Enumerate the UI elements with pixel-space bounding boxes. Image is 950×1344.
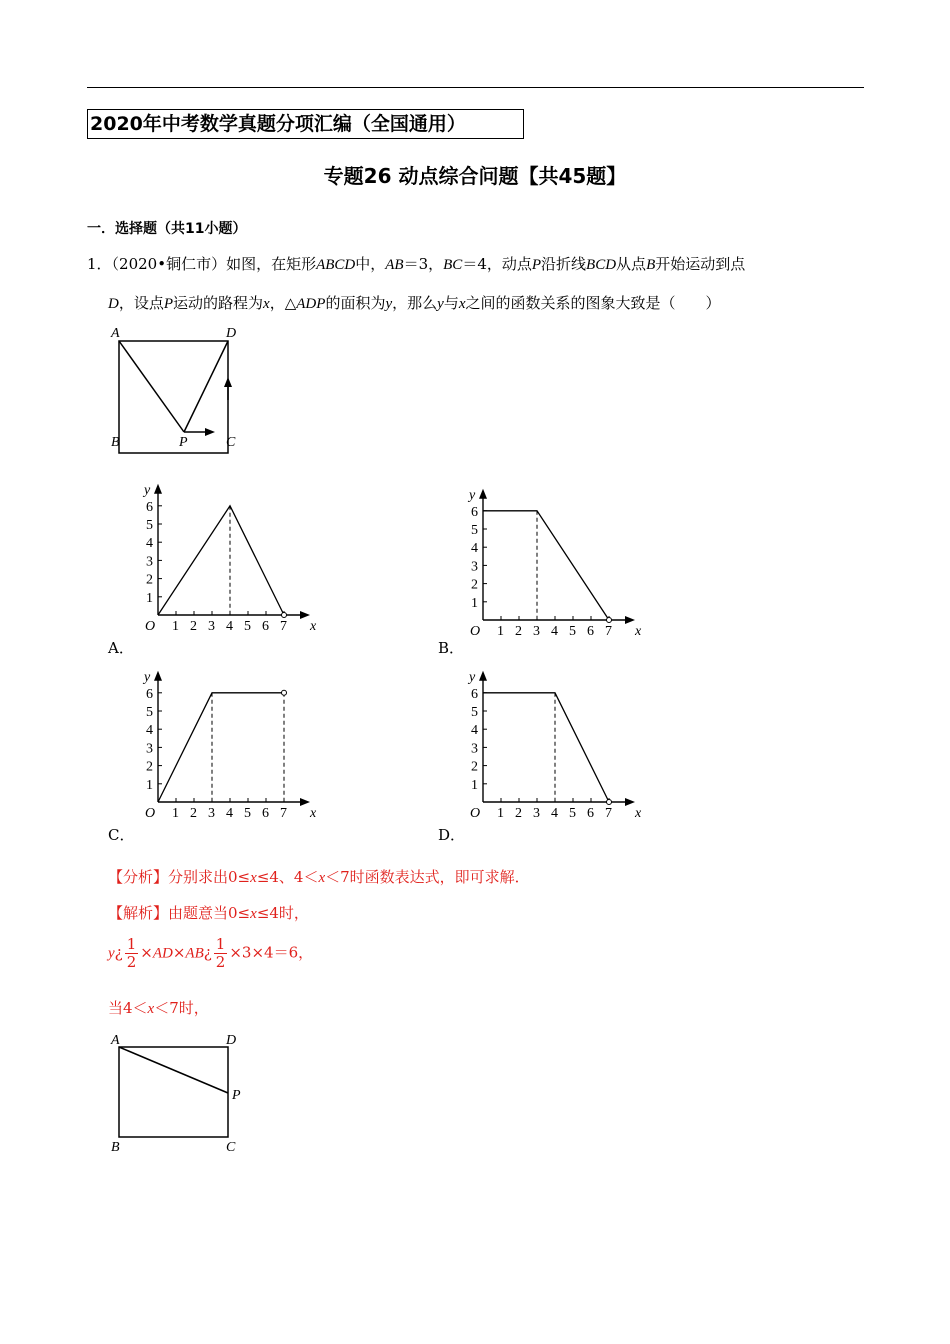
x-tick-label: 5 bbox=[569, 624, 576, 639]
function-line bbox=[158, 693, 284, 802]
x-tick-label: 7 bbox=[280, 619, 287, 634]
origin-label: O bbox=[470, 806, 481, 821]
x-tick-label: 7 bbox=[605, 806, 612, 821]
x-tick-label: 5 bbox=[244, 806, 251, 821]
y-tick-label: 4 bbox=[146, 536, 153, 552]
function-line bbox=[483, 511, 609, 620]
label-b: B bbox=[111, 435, 120, 450]
page-title: 专题26 动点综合问题【共45题】 bbox=[323, 164, 627, 188]
case-two-text: 当4＜x＜7时， bbox=[108, 999, 209, 1017]
x-tick-label: 2 bbox=[515, 624, 522, 639]
open-endpoint bbox=[282, 690, 287, 695]
y-tick-label: 4 bbox=[471, 541, 478, 557]
graph-option-a bbox=[140, 482, 317, 640]
y-tick-label: 5 bbox=[471, 523, 478, 538]
y-axis-label: y bbox=[469, 487, 476, 503]
y-tick-label: 3 bbox=[471, 741, 478, 757]
y-tick-label: 5 bbox=[146, 518, 153, 533]
x-axis-arrow bbox=[300, 611, 310, 619]
y-axis-label: y bbox=[469, 669, 476, 685]
open-endpoint bbox=[607, 800, 612, 805]
solution-text: 【解析】由题意当0≤x≤4时， bbox=[108, 904, 309, 922]
option-b-label: B． bbox=[438, 639, 465, 657]
fraction-half-1: $\frac{1}{2}$ bbox=[126, 935, 137, 971]
y-tick-label: 2 bbox=[471, 759, 478, 775]
label-p: P bbox=[179, 435, 188, 450]
x-axis-label: x bbox=[635, 624, 642, 639]
y-tick-label: 6 bbox=[471, 504, 478, 520]
y-axis-label: y bbox=[144, 482, 151, 498]
box-title: 2020年中考数学真题分项汇编（全国通用） bbox=[87, 109, 524, 139]
x-tick-label: 7 bbox=[605, 624, 612, 639]
y-tick-label: 2 bbox=[471, 577, 478, 593]
x-tick-label: 4 bbox=[226, 619, 233, 634]
label-b-2: B bbox=[111, 1140, 120, 1155]
y-tick-label: 1 bbox=[471, 777, 478, 793]
label-a: A bbox=[111, 326, 120, 341]
graph-option-c bbox=[140, 669, 317, 827]
y-tick-label: 4 bbox=[471, 723, 478, 739]
y-tick-label: 3 bbox=[146, 741, 153, 757]
question-line-1: 1．（2020•铜仁市）如图，在矩形ABCD中，AB＝3，BC＝4，动点P沿折线BCD从点B开始运动到点 bbox=[87, 255, 746, 273]
x-tick-label: 4 bbox=[551, 806, 558, 821]
fraction-half-2: $\frac{1}{2}$ bbox=[215, 935, 226, 971]
y-axis-arrow bbox=[154, 671, 162, 681]
y-tick-label: 5 bbox=[471, 705, 478, 720]
x-tick-label: 4 bbox=[551, 624, 558, 639]
y-tick-label: 5 bbox=[146, 705, 153, 720]
x-tick-label: 5 bbox=[569, 806, 576, 821]
origin-label: O bbox=[145, 619, 156, 634]
x-tick-label: 2 bbox=[190, 619, 197, 634]
y-tick-label: 1 bbox=[146, 777, 153, 793]
label-d-2: D bbox=[226, 1033, 237, 1048]
section-heading: 一．选择题（共11小题） bbox=[87, 221, 247, 237]
y-tick-label: 1 bbox=[146, 590, 153, 606]
analysis-text: 【分析】分别求出0≤x≤4、4＜x＜7时函数表达式，即可求解． bbox=[108, 868, 530, 886]
y-tick-label: 2 bbox=[146, 759, 153, 775]
question-line-2: D，设点P运动的路程为x，△ADP的面积为y，那么y与x之间的函数关系的图象大致是（ ） bbox=[108, 294, 721, 312]
graph-option-d bbox=[465, 669, 642, 827]
x-axis-label: x bbox=[310, 619, 317, 634]
x-tick-label: 2 bbox=[190, 806, 197, 821]
y-axis-arrow bbox=[154, 484, 162, 494]
y-tick-label: 6 bbox=[471, 686, 478, 702]
function-line bbox=[483, 693, 609, 802]
x-tick-label: 6 bbox=[262, 619, 269, 634]
graph-option-b bbox=[465, 487, 642, 645]
x-tick-label: 3 bbox=[533, 624, 540, 639]
x-tick-label: 1 bbox=[172, 806, 179, 821]
x-axis-arrow bbox=[625, 798, 635, 806]
origin-label: O bbox=[145, 806, 156, 821]
x-tick-label: 3 bbox=[208, 806, 215, 821]
x-tick-label: 3 bbox=[533, 806, 540, 821]
y-tick-label: 3 bbox=[471, 559, 478, 575]
y-tick-label: 6 bbox=[146, 686, 153, 702]
option-c-label: C． bbox=[108, 826, 135, 844]
x-tick-label: 2 bbox=[515, 806, 522, 821]
option-a-label: A． bbox=[108, 639, 134, 657]
x-tick-label: 6 bbox=[262, 806, 269, 821]
figure-rectangle-solution bbox=[105, 1027, 245, 1157]
x-tick-label: 6 bbox=[587, 806, 594, 821]
y-tick-label: 2 bbox=[146, 572, 153, 588]
x-axis-label: x bbox=[310, 806, 317, 821]
x-axis-label: x bbox=[635, 806, 642, 821]
open-endpoint bbox=[607, 618, 612, 623]
y-axis-arrow bbox=[479, 489, 487, 499]
open-endpoint bbox=[282, 613, 287, 618]
x-tick-label: 6 bbox=[587, 624, 594, 639]
x-tick-label: 1 bbox=[497, 624, 504, 639]
label-d: D bbox=[226, 326, 237, 341]
label-a-2: A bbox=[111, 1033, 120, 1048]
x-tick-label: 3 bbox=[208, 619, 215, 634]
y-tick-label: 1 bbox=[471, 595, 478, 611]
origin-label: O bbox=[470, 624, 481, 639]
option-d-label: D． bbox=[438, 826, 466, 844]
top-rule bbox=[87, 87, 864, 88]
label-c-2: C bbox=[226, 1140, 236, 1155]
solution-formula: y¿ $\frac{1}{2}$ ×AD×AB¿ $\frac{1}{2}$ ×3×4＝6， bbox=[108, 935, 314, 971]
label-c: C bbox=[226, 435, 236, 450]
y-axis-arrow bbox=[479, 671, 487, 681]
x-axis-arrow bbox=[300, 798, 310, 806]
x-tick-label: 4 bbox=[226, 806, 233, 821]
y-tick-label: 4 bbox=[146, 723, 153, 739]
y-tick-label: 6 bbox=[146, 499, 153, 515]
y-tick-label: 3 bbox=[146, 554, 153, 570]
x-tick-label: 5 bbox=[244, 619, 251, 634]
x-axis-arrow bbox=[625, 616, 635, 624]
function-line bbox=[158, 506, 284, 615]
x-tick-label: 1 bbox=[172, 619, 179, 634]
figure-rectangle-question bbox=[105, 320, 245, 450]
x-tick-label: 7 bbox=[280, 806, 287, 821]
label-p-2: P bbox=[232, 1088, 241, 1103]
y-axis-label: y bbox=[144, 669, 151, 685]
x-tick-label: 1 bbox=[497, 806, 504, 821]
